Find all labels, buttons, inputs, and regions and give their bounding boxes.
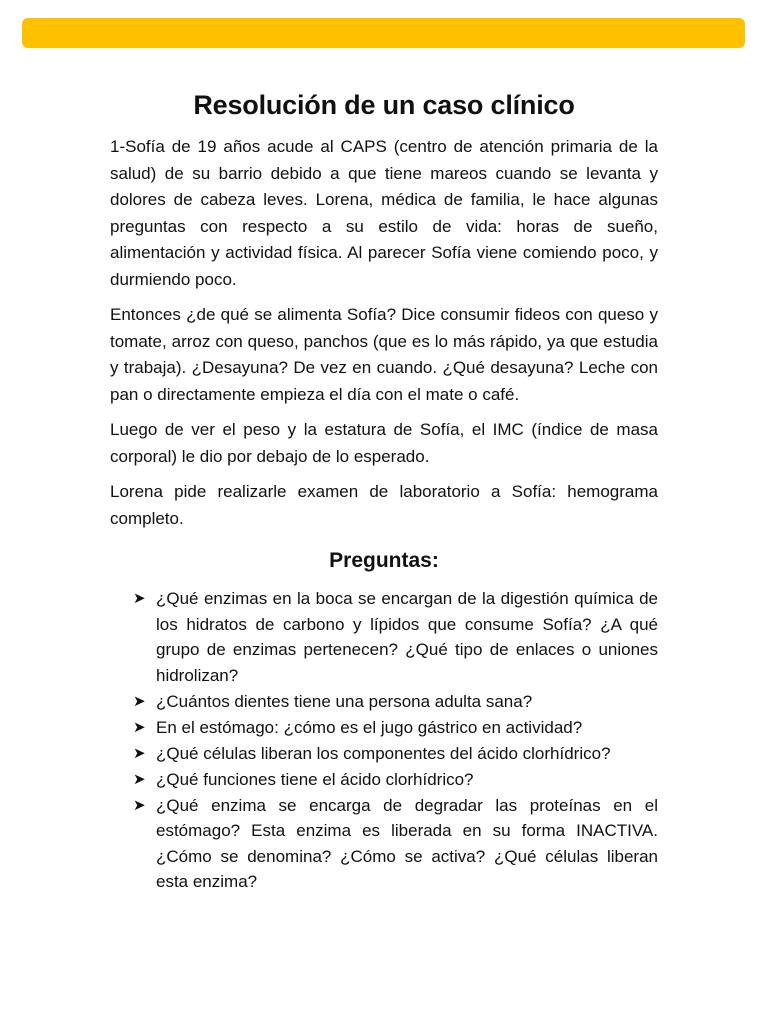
question-text: ¿Qué funciones tiene el ácido clorhídrico? [156, 769, 474, 789]
case-paragraph-3: Luego de ver el peso y la estatura de Sofía, el IMC (índice de masa corporal) le dio por debajo de lo esperado. [110, 420, 658, 466]
question-text: ¿Qué enzimas en la boca se encargan de la digestión química de los hidratos de carbono y lípidos que consume Sofía? ¿A qué grupo de enzimas pertenecen? ¿Qué tipo de enlaces o uniones hidrolizan? [156, 589, 658, 685]
arrowhead-bullet-icon: ➤ [133, 718, 146, 736]
question-text: ¿Qué enzima se encarga de degradar las proteínas en el estómago? Esta enzima es liberada en su forma INACTIVA. ¿Cómo se denomina? ¿Cómo se activa? ¿Qué células liberan esta enzima? [156, 795, 658, 891]
question-item [133, 689, 658, 715]
page-title: Resolución de un caso clínico [193, 90, 575, 120]
questions-list [133, 586, 658, 895]
header-accent-bar [22, 18, 745, 48]
document-body [110, 86, 658, 895]
question-item [133, 741, 658, 767]
case-paragraph-4: Lorena pide realizarle examen de laboratorio a Sofía: hemograma completo. [110, 482, 658, 528]
case-paragraph-1: 1-Sofía de 19 años acude al CAPS (centro de atención primaria de la salud) de su barrio debido a que tiene mareos cuando se levanta y dolores de cabeza leves. Lorena, médica de familia, le hace algunas preguntas con respecto a su estilo de vida: horas de sueño, alimentación y actividad física. Al parecer Sofía viene comiendo poco, y durmiendo poco. [110, 137, 658, 289]
arrowhead-bullet-icon: ➤ [133, 590, 146, 607]
question-item [133, 715, 658, 741]
arrowhead-bullet-icon: ➤ [133, 770, 146, 788]
question-text: ¿Cuántos dientes tiene una persona adulta sana? [156, 691, 533, 711]
arrowhead-bullet-icon: ➤ [133, 692, 146, 710]
arrowhead-bullet-icon: ➤ [133, 744, 146, 762]
question-item [133, 793, 658, 895]
question-item [133, 586, 658, 688]
case-paragraph-2: Entonces ¿de qué se alimenta Sofía? Dice consumir fideos con queso y tomate, arroz con queso, panchos (que es lo más rápido, ya que estudia y trabaja). ¿Desayuna? De vez en cuando. ¿Qué desayuna? Leche con pan o directamente empieza el día con el mate o café. [110, 305, 658, 404]
question-text: En el estómago: ¿cómo es el jugo gástrico en actividad? [156, 717, 583, 737]
question-item [133, 767, 658, 793]
questions-heading: Preguntas: [329, 549, 439, 572]
arrowhead-bullet-icon: ➤ [133, 796, 146, 814]
question-text: ¿Qué células liberan los componentes del ácido clorhídrico? [156, 743, 611, 763]
